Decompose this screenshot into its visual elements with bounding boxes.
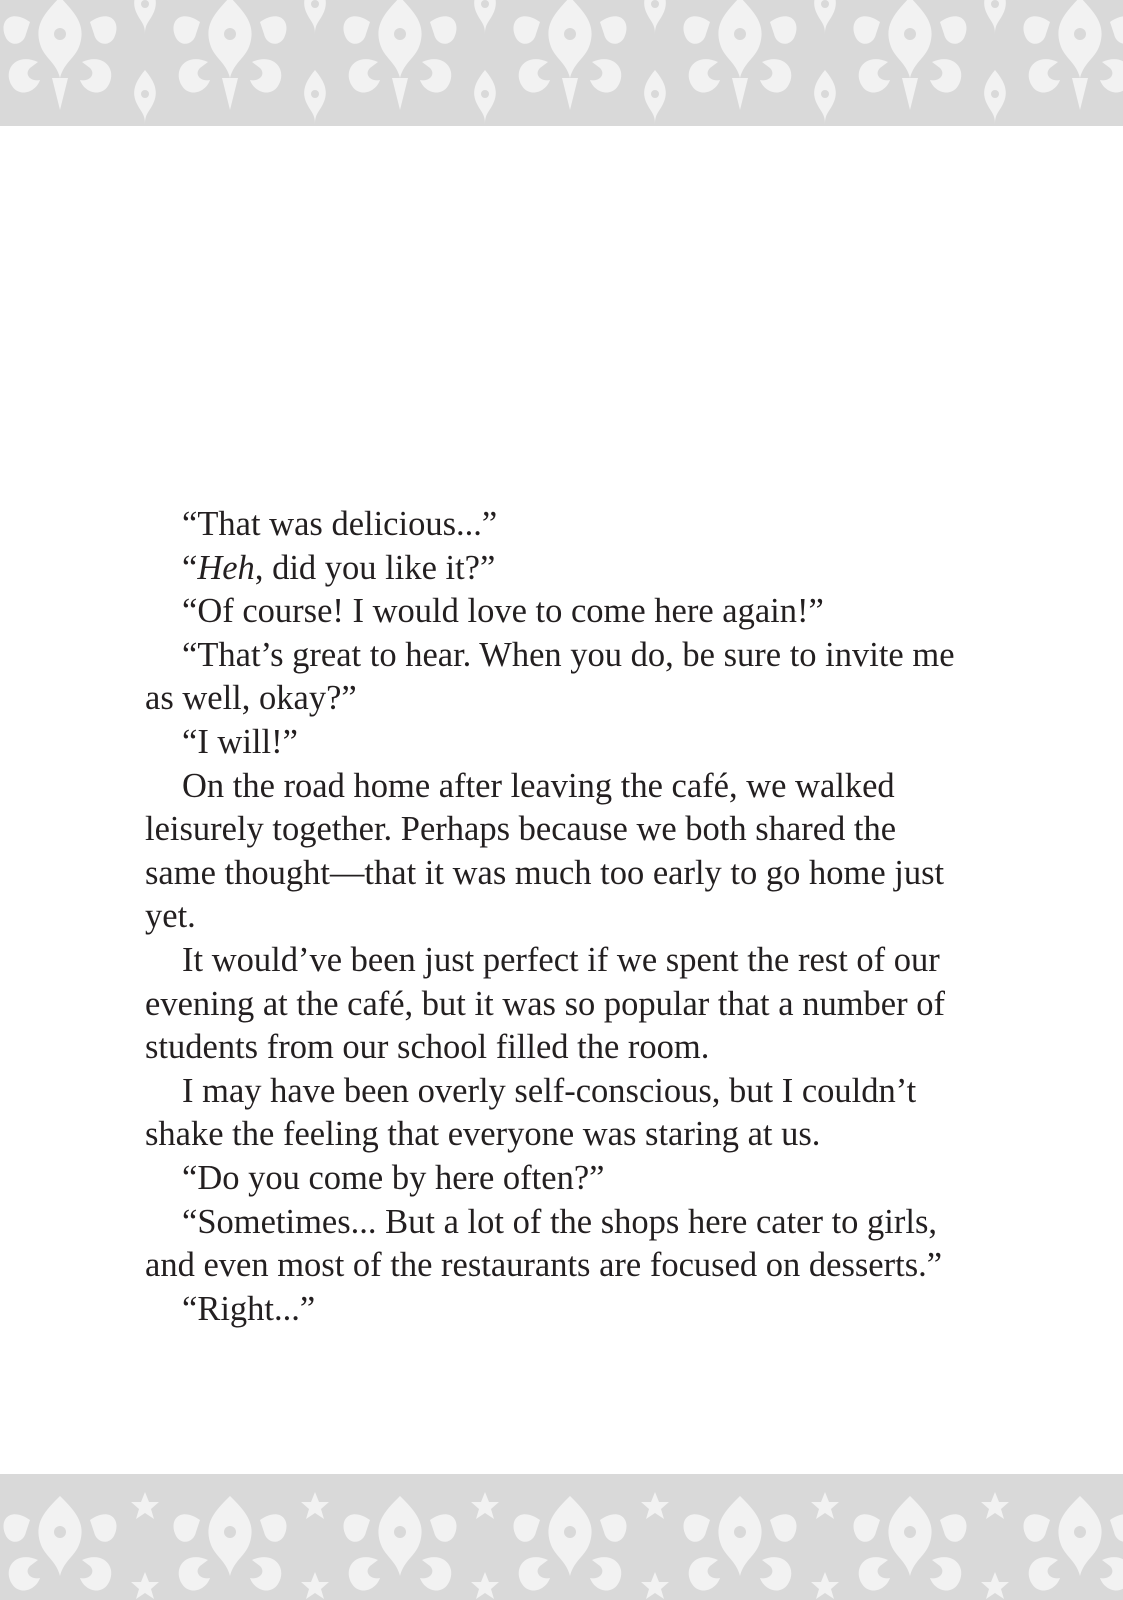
paragraph: “Sometimes... But a lot of the shops here cater to girls, and even most of the restaurants are focused on desserts.” (145, 1202, 943, 1285)
paragraph: “Of course! I would love to come here again!” (182, 592, 824, 631)
damask-pattern-icon (0, 0, 1123, 126)
paragraph: “Right...” (182, 1289, 316, 1328)
paragraph: “That was delicious...” (182, 505, 498, 543)
paragraph: “Do you come by here often?” (182, 1158, 605, 1197)
story-text (145, 503, 965, 1331)
paragraph: “That’s great to hear. When you do, be sure to invite me as well, okay?” (145, 635, 955, 718)
damask-header-band (0, 0, 1123, 126)
damask-footer-band (0, 1474, 1123, 1600)
paragraph: It would’ve been just perfect if we spent the rest of our evening at the café, but it was so popular that a number of students from our school filled the room. (145, 940, 945, 1067)
damask-star-pattern-icon (0, 1474, 1123, 1600)
paragraph: I may have been overly self-conscious, but I couldn’t shake the feeling that everyone was staring at us. (145, 1071, 917, 1154)
paragraph: On the road home after leaving the café, we walked leisurely together. Perhaps because we both shared the same thought—that it was much too early to go home just yet. (145, 766, 945, 936)
paragraph: “I will!” (182, 722, 298, 761)
italic-word: Heh (197, 548, 255, 587)
paragraph: “Heh, did you like it?” (182, 548, 496, 587)
